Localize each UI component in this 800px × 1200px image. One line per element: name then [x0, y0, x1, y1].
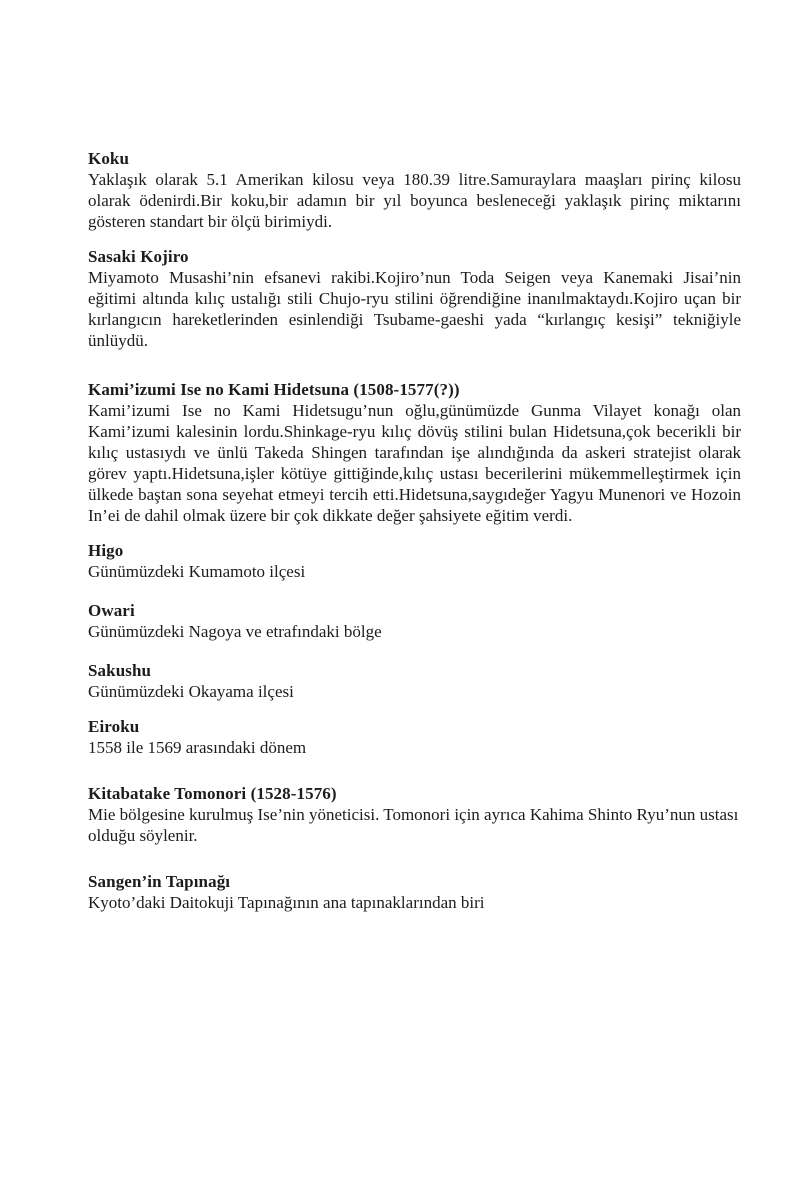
glossary-entry-owari — [88, 600, 741, 642]
entry-body: Günümüzdeki Kumamoto ilçesi — [88, 562, 306, 581]
entry-body: Kyoto’daki Daitokuji Tapınağının ana tapınaklarından biri — [88, 893, 485, 912]
entry-heading: Sangen’in Tapınağı — [88, 872, 231, 891]
glossary-entry-higo — [88, 540, 741, 582]
entry-body: 1558 ile 1569 arasındaki dönem — [88, 738, 307, 757]
glossary-entry-eiroku — [88, 716, 741, 758]
entry-heading: Koku — [88, 149, 130, 168]
entry-heading: Owari — [88, 601, 135, 620]
entry-heading: Kitabatake Tomonori (1528-1576) — [88, 784, 337, 803]
glossary-entry-kitabatake — [88, 783, 741, 846]
glossary-entry-kamiizumi — [88, 379, 741, 526]
entry-body: Kami’izumi Ise no Kami Hidetsugu’nun oğlu,günümüzde Gunma Vilayet konağı olan Kami’izumi kalesinin lordu.Shinkage-ryu kılıç dövüş stilini bulan Hidetsuna,çok becerikli bir kılıç ustasıydı ve ünlü Takeda Shingen tarafından işe alındığında da askeri stratejist olarak görev yaptı.Hidetsuna,işler kötüye gittiğinde,kılıç ustası becerilerini mükemmelleştirmek için ülkede baştan sona seyehat etmeyi tercih etti.Hidetsuna,saygıdeğer Yagyu Munenori ve Hozoin In’ei de dahil olmak üzere bir çok dikkate değer şahsiyete eğitim verdi. — [88, 401, 741, 525]
entry-body: Günümüzdeki Nagoya ve etrafındaki bölge — [88, 622, 382, 641]
glossary-entry-sangen — [88, 871, 741, 913]
entry-heading: Sakushu — [88, 661, 152, 680]
glossary-entry-koku — [88, 148, 741, 232]
glossary-entry-sasaki-kojiro — [88, 246, 741, 351]
entry-body: Miyamoto Musashi’nin efsanevi rakibi.Kojiro’nun Toda Seigen veya Kanemaki Jisai’nin eğitimi altında kılıç ustalığı stili Chujo-ryu stilini öğrendiğine inanılmaktaydı.Kojiro uçan bir kırlangıcın hareketlerinden esinlendiği Tsubame-gaeshi yada “kırlangıç kesişi” tekniğiyle ünlüydü. — [88, 268, 741, 350]
glossary-entry-sakushu — [88, 660, 741, 702]
entry-heading: Higo — [88, 541, 124, 560]
entry-heading: Eiroku — [88, 717, 140, 736]
entry-body: Mie bölgesine kurulmuş Ise’nin yöneticisi. Tomonori için ayrıca Kahima Shinto Ryu’nun ustası olduğu söylenir. — [88, 805, 739, 845]
entry-body: Yaklaşık olarak 5.1 Amerikan kilosu veya 180.39 litre.Samuraylara maaşları pirinç kilosu olarak ödenirdi.Bir koku,bir adamın bir yıl boyunca besleneceği yaklaşık pirinç miktarını gösteren standart bir ölçü birimiydi. — [88, 170, 741, 231]
entry-heading: Sasaki Kojiro — [88, 247, 189, 266]
entry-body: Günümüzdeki Okayama ilçesi — [88, 682, 294, 701]
entry-heading: Kami’izumi Ise no Kami Hidetsuna (1508-1577(?)) — [88, 380, 460, 399]
